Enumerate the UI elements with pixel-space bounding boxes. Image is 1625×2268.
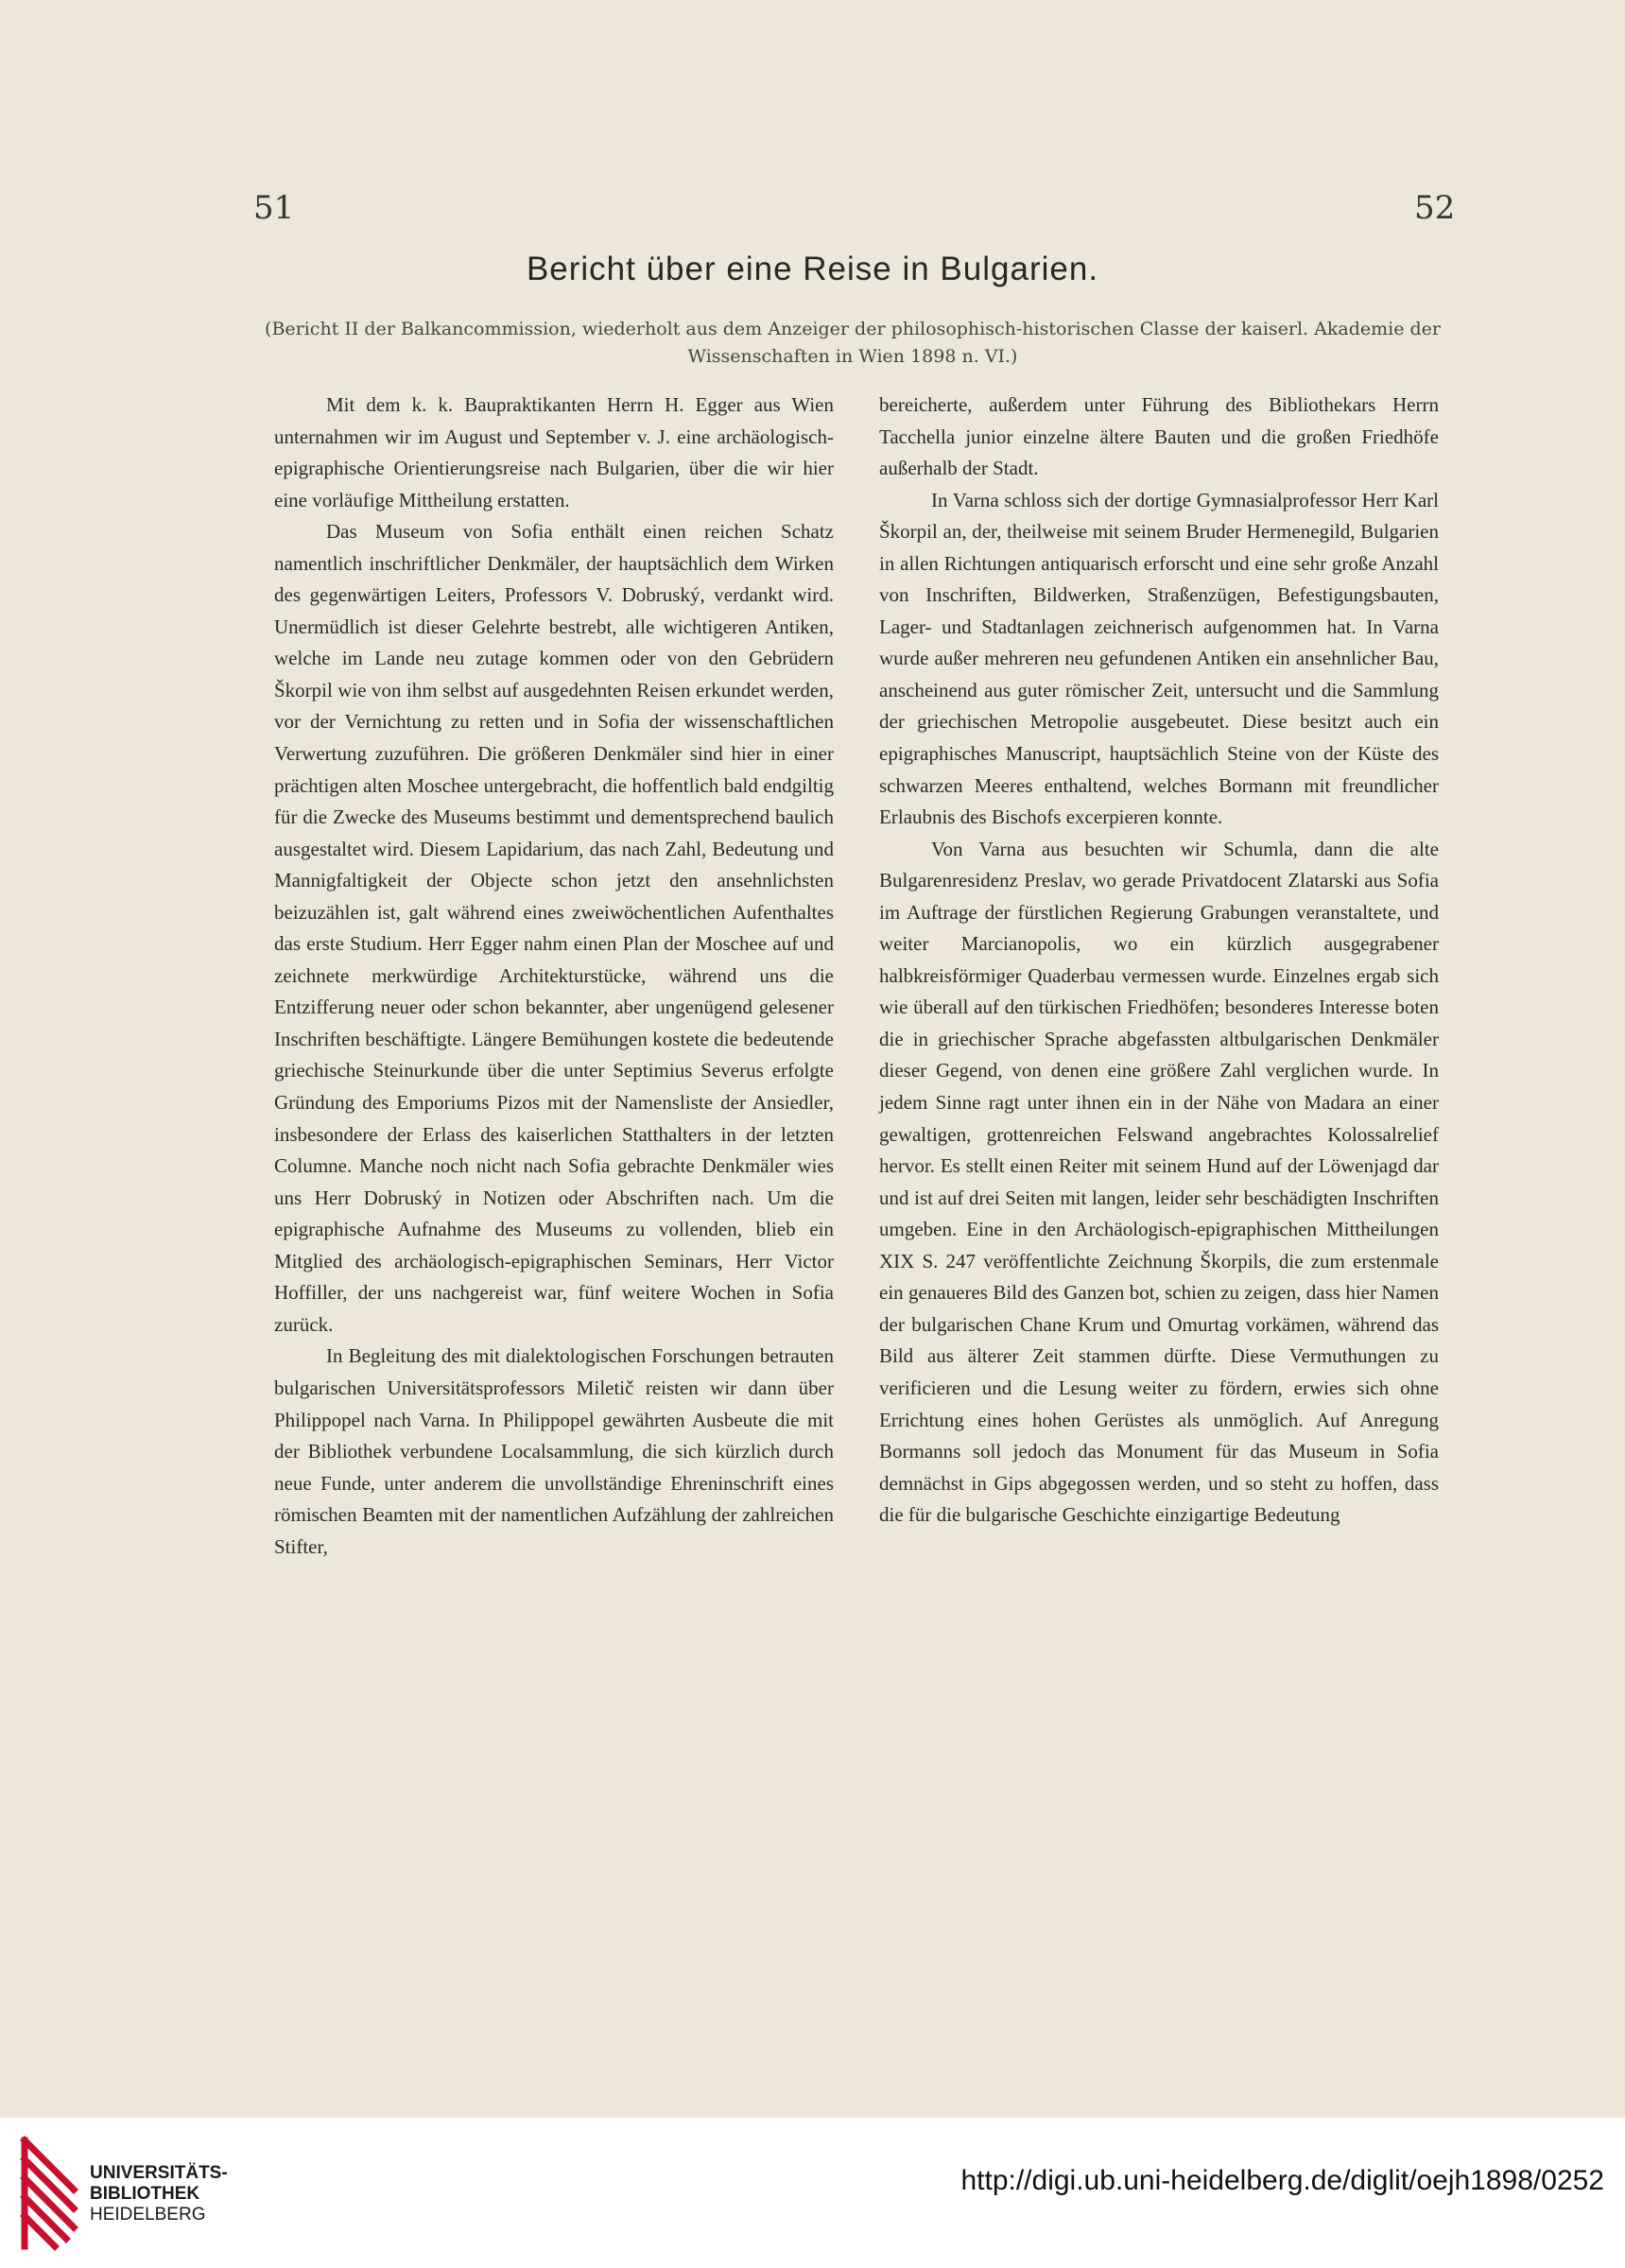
paragraph: Mit dem k. k. Baupraktikanten Herrn H. Egger aus Wien unternahmen wir im August und September v. J. eine archäologisch-epigraphische Orientierungsreise nach Bulgarien, über die wir hier eine vorläufige Mittheilung erstatten. <box>274 393 834 511</box>
library-name <box>90 2163 228 2225</box>
library-name-line: BIBLIOTHEK <box>90 2184 200 2204</box>
article-title: Bericht über eine Reise in Bulgarien. <box>526 251 1099 287</box>
left-column <box>274 390 834 1563</box>
paragraph: bereicherte, außerdem unter Führung des Bibliothekars Herrn Tacchella junior einzelne ältere Bauten und die großen Friedhöfe außerhalb der Stadt. <box>879 393 1439 480</box>
paragraph: In Begleitung des mit dialektologischen Forschungen betrauten bulgarischen Universitätsprofessors Miletič reisten wir dann über Philippopel nach Varna. In Philippopel gewährten Ausbeute die mit der Bibliothek verbundene Localsammlung, die sich kürzlich durch neue Funde, unter anderem die unvollständige Ehreninschrift eines römischen Beamten mit der namentlichen Aufzählung der zahlreichen Stifter, <box>274 1344 834 1558</box>
library-name-line: HEIDELBERG <box>90 2205 206 2225</box>
paragraph: Von Varna aus besuchten wir Schumla, dann die alte Bulgarenresidenz Preslav, wo gerade Privatdocent Zlatarski aus Sofia im Auftrage der fürstlichen Regierung Grabungen veranstaltete, und weiter Marcianopolis, wo ein kürzlich ausgegrabener halbkreisförmiger Quaderbau vermessen wurde. Einzelnes ergab sich wie überall auf den türkischen Friedhöfen; besonderes Interesse boten die in griechischer Sprache abgefassten altbulgarischen Denkmäler dieser Gegend, von denen eine größere Zahl verglichen wurde. In jedem Sinne ragt unter ihnen ein in der Nähe von Madara an einer gewaltigen, grottenreichen Felswand angebrachtes Kolossalrelief hervor. Es stellt einen Reiter mit seinem Hund auf der Löwenjagd dar und ist auf drei Seiten mit langen, leider sehr beschädigten Inschriften umgeben. Eine in den Archäologisch-epigraphischen Mittheilungen XIX S. 247 veröffentlichte Zeichnung Škorpils, die zum erstenmale ein genaueres Bild des Ganzen bot, schien zu zeigen, dass hier Namen der bulgarischen Chane Krum und Omurtag vorkämen, während das Bild aus älterer Zeit stammen dürfte. Diese Vermuthungen zu verificieren und die Lesung weiter zu fördern, erwies sich ohne Errichtung eines hohen Gerüstes als unmöglich. Auf Anregung Bormanns soll jedoch das Monument für das Museum in Sofia demnächst in Gips abgegossen werden, und so steht zu hoffen, dass die für die bulgarische Geschichte einzigartige Bedeutung <box>879 837 1439 1527</box>
footer-bar <box>0 2118 1625 2268</box>
library-name-line: UNIVERSITÄTS- <box>90 2163 228 2183</box>
paragraph: In Varna schloss sich der dortige Gymnasialprofessor Herr Karl Škorpil an, der, theilweise mit seinem Bruder Hermenegild, Bulgarien in allen Richtungen antiquarisch erforscht und eine sehr große Anzahl von Inschriften, Bildwerken, Straßenzügen, Befestigungsbauten, Lager- und Stadtanlagen zeichnerisch aufgenommen hat. In Varna wurde außer mehreren neu gefundenen Antiken ein ansehnlicher Bau, anscheinend aus guter römischer Zeit, untersucht und die Sammlung der griechischen Metropolie ausgebeutet. Diese besitzt auch ein epigraphisches Manuscript, hauptsächlich Steine von der Küste des schwarzen Meeres enthaltend, welches Bormann mit freundlicher Erlaubnis des Bischofs excerpieren konnte. <box>879 488 1439 829</box>
page-number-right: 52 <box>1414 189 1456 227</box>
source-url-link[interactable]: http://digi.ub.uni-heidelberg.de/diglit/oejh1898/0252 <box>960 2165 1604 2196</box>
paragraph: Das Museum von Sofia enthält einen reichen Schatz namentlich inschriftlicher Denkmäler, der hauptsächlich dem Wirken des gegenwärtigen Leiters, Professors V. Dobruský, verdankt wird. Unermüdlich ist dieser Gelehrte bestrebt, alle wichtigeren Antiken, welche im Lande neu zutage kommen oder von den Gebrüdern Škorpil wie von ihm selbst auf ausgedehnten Reisen erkundet werden, vor der Vernichtung zu retten und in Sofia der wissenschaftlichen Verwertung zuzuführen. Die größeren Denkmäler sind hier in einer prächtigen alten Moschee untergebracht, die hoffentlich bald endgiltig für die Zwecke des Museums bestimmt und dementsprechend baulich ausgestaltet wird. Diesem Lapidarium, das nach Zahl, Bedeutung und Mannigfaltigkeit der Objecte schon jetzt den ansehnlichsten beizuzählen ist, galt während eines zweiwöchentlichen Aufenthaltes das erste Studium. Herr Egger nahm einen Plan der Moschee auf und zeichnete merkwürdige Architekturstücke, während uns die Entzifferung neuer oder schon bekannter, aber ungenügend gelesener Inschriften beschäftigte. Längere Bemühungen kostete die bedeutende griechische Steinurkunde über die unter Septimius Severus erfolgte Gründung des Emporiums Pizos mit der Namensliste der Ansiedler, insbesondere der Erlass des kaiserlichen Statthalters in der letzten Columne. Manche noch nicht nach Sofia gebrachte Denkmäler wies uns Herr Dobruský in Notizen oder Abschriften nach. Um die epigraphische Aufnahme des Museums zu vollenden, blieb ein Mitglied des archäologisch-epigraphischen Seminars, Herr Victor Hoffiller, der uns nachgereist war, fünf weitere Wochen in Sofia zurück. <box>274 520 834 1336</box>
university-library-logo-icon <box>17 2131 85 2254</box>
article-subtitle: (Bericht II der Balkancommission, wiederholt aus dem Anzeiger der philosophisch-historischen Classe der kaiserl. Akademie der Wissenschaften in Wien 1898 n. VI.) <box>265 319 1441 367</box>
page-number-left: 51 <box>253 189 295 227</box>
right-column <box>879 390 1439 1532</box>
